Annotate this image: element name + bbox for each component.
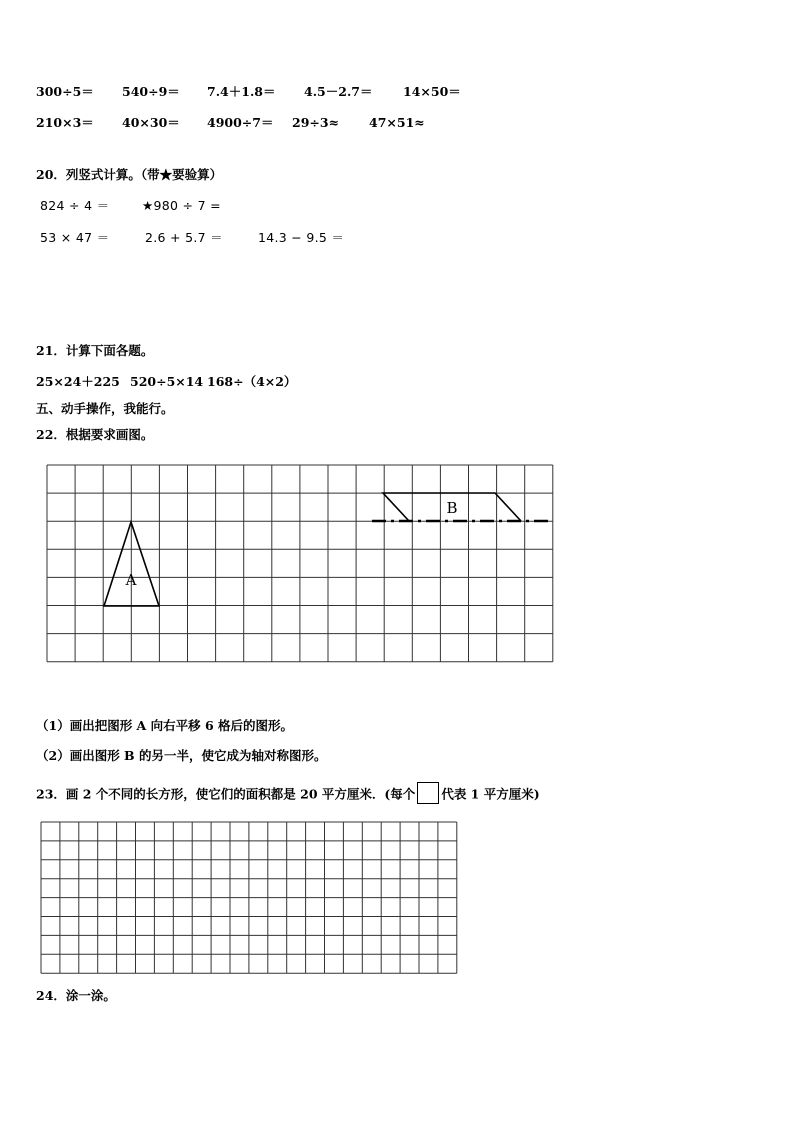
half-figure-b (383, 493, 521, 521)
oral-expr: 4900÷7＝ (207, 115, 274, 130)
question-21-title: 21．计算下面各题。 (36, 343, 154, 358)
question-23-title-part1: 23．画 2 个不同的长方形，使它们的面积都是 20 平方厘米．(每个 (36, 786, 416, 802)
question-23-title-part2: 代表 1 平方厘米) (441, 786, 540, 802)
oral-expr: 4.5－2.7＝ (304, 84, 373, 99)
unit-square-icon (417, 782, 439, 804)
oral-expr: 540÷9＝ (122, 84, 180, 99)
question-24-title: 24．涂一涂。 (36, 988, 116, 1003)
question-22-title: 22．根据要求画图。 (36, 427, 154, 442)
question-23-title (36, 784, 540, 806)
oral-expr: 210×3＝ (36, 115, 94, 130)
question-22-sub2: （2）画出图形 B 的另一半，使它成为轴对称图形。 (36, 748, 327, 763)
oral-expr: 47×51≈ (369, 115, 425, 130)
calc-expr: 168÷（4×2） (207, 374, 297, 389)
question-20-title: 20．列竖式计算。（带★要验算） (36, 167, 223, 182)
oral-expr: 7.4＋1.8＝ (207, 84, 276, 99)
calc-expr: 520÷5×14 (130, 374, 204, 389)
oral-expr: 300÷5＝ (36, 84, 94, 99)
oral-expr: 40×30＝ (122, 115, 180, 130)
oral-expr: 29÷3≈ (292, 115, 340, 130)
question-22-sub1: （1）画出把图形 A 向右平移 6 格后的图形。 (36, 718, 294, 733)
vertical-calc-expr: 14.3 − 9.5 ＝ (258, 230, 345, 245)
figure-a-label: A (125, 571, 137, 589)
oral-expr: 14×50＝ (403, 84, 461, 99)
figure-b-label: B (446, 499, 458, 517)
triangle-a (104, 522, 159, 606)
vertical-calc-expr: 53 × 47 ＝ (40, 230, 110, 245)
vertical-calc-expr: 824 ÷ 4 ＝ (40, 198, 110, 213)
vertical-calc-expr: ★980 ÷ 7 = (142, 198, 221, 213)
calc-expr: 25×24＋225 (36, 374, 120, 389)
section-five-title: 五、动手操作，我能行。 (36, 401, 174, 416)
vertical-calc-expr: 2.6 + 5.7 ＝ (145, 230, 223, 245)
